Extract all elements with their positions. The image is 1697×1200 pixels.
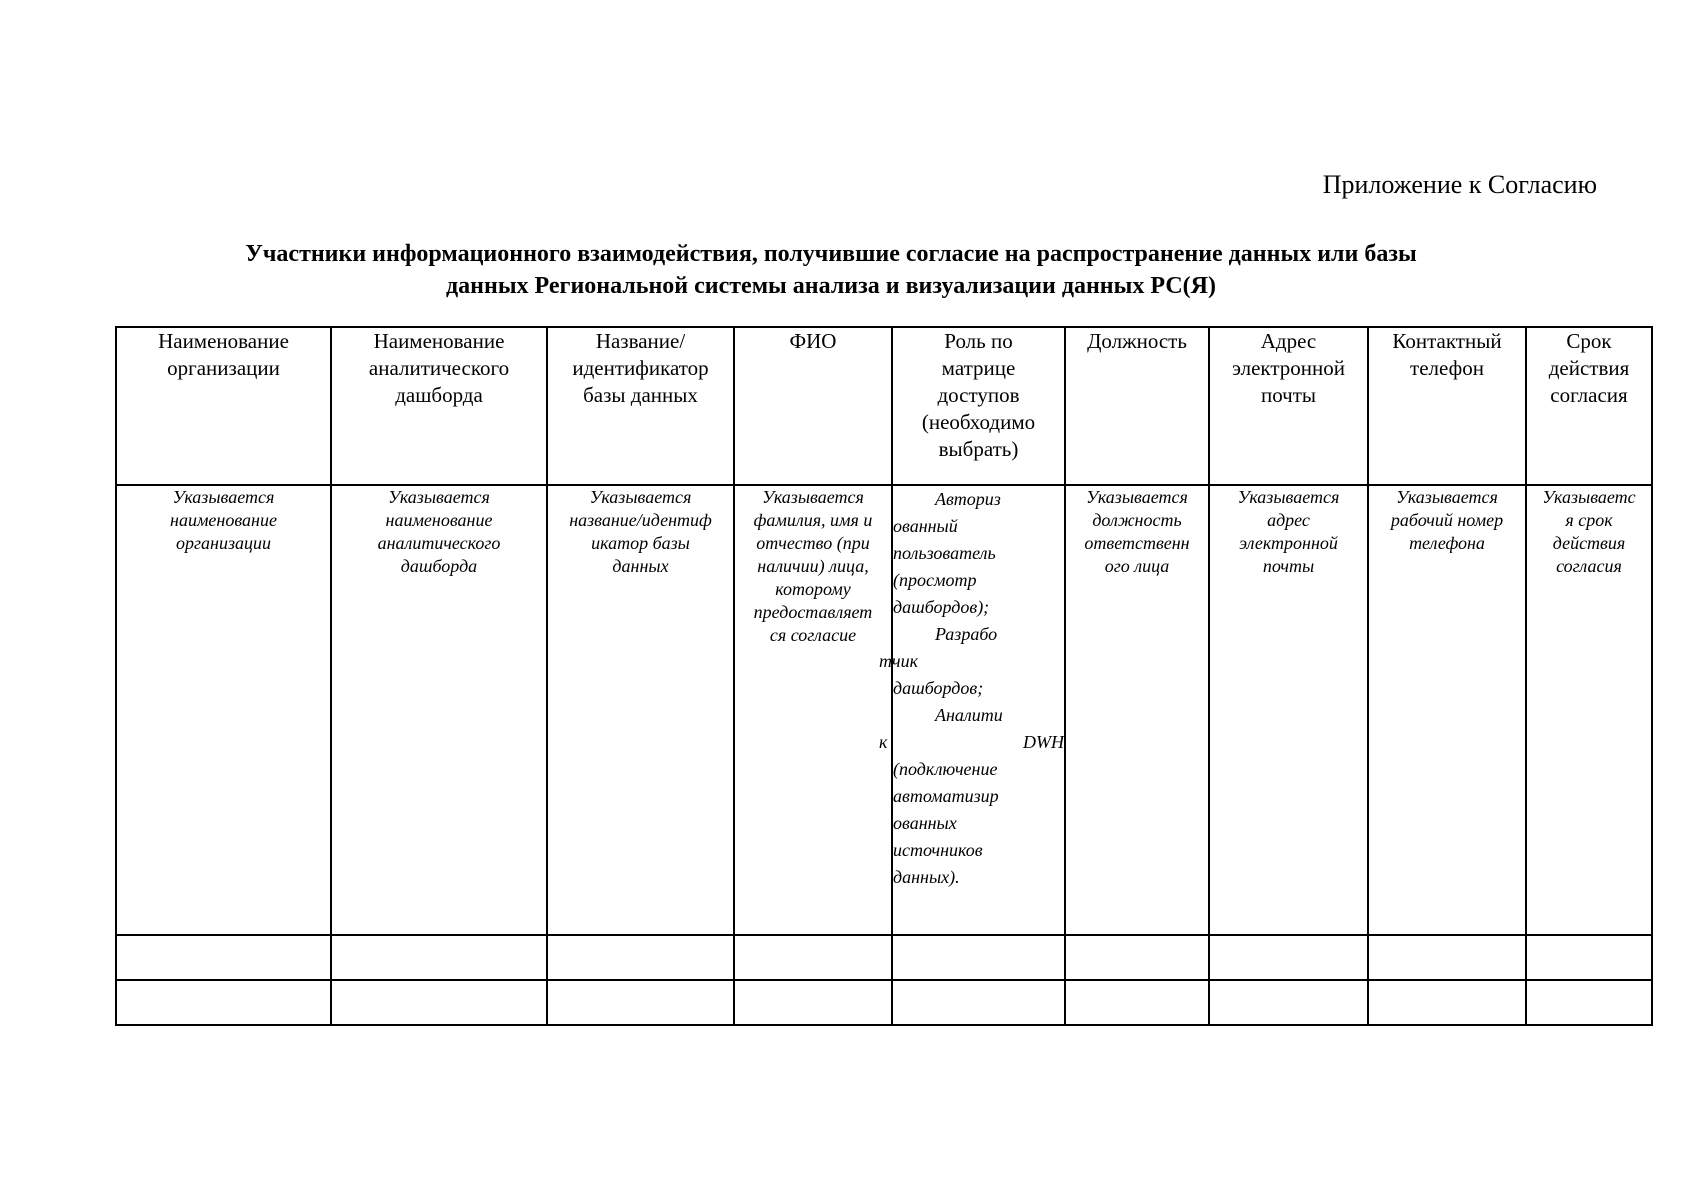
empty-cell[interactable] (116, 980, 331, 1025)
empty-cell[interactable] (734, 935, 892, 980)
empty-cell[interactable] (892, 980, 1065, 1025)
cell-position-hint: Указывается должность ответственн ого лица (1065, 485, 1209, 935)
cell-phone-hint: Указывается рабочий номер телефона (1368, 485, 1526, 935)
document-title (116, 238, 1546, 302)
empty-cell[interactable] (734, 980, 892, 1025)
empty-cell[interactable] (1526, 935, 1652, 980)
header-organization: Наименование организации (116, 327, 331, 485)
table-header-row (116, 327, 1652, 485)
cell-email-hint: Указывается адрес электронной почты (1209, 485, 1368, 935)
header-email: Адрес электронной почты (1209, 327, 1368, 485)
header-database: Название/ идентификатор базы данных (547, 327, 734, 485)
empty-cell[interactable] (331, 935, 547, 980)
empty-cell[interactable] (1065, 935, 1209, 980)
empty-cell[interactable] (1368, 935, 1526, 980)
header-fio: ФИО (734, 327, 892, 485)
cell-role-hint: Авториз ованный пользователь (просмотр дашбордов); Разрабо тчик дашбордов; Аналити к DWH (подключение автоматизир ованных источников данных). (892, 485, 1065, 935)
empty-cell[interactable] (892, 935, 1065, 980)
empty-cell[interactable] (116, 935, 331, 980)
sample-row (116, 485, 1652, 935)
empty-cell[interactable] (547, 980, 734, 1025)
title-line-1: Участники информационного взаимодействия, получившие согласие на распространение данных или базы (245, 241, 1417, 267)
cell-organization-hint: Указывается наименование организации (116, 485, 331, 935)
empty-cell[interactable] (547, 935, 734, 980)
header-phone: Контактный телефон (1368, 327, 1526, 485)
header-term: Срок действия согласия (1526, 327, 1652, 485)
table-row (116, 980, 1652, 1025)
cell-term-hint: Указываетс я срок действия согласия (1526, 485, 1652, 935)
header-role: Роль по матрице доступов (необходимо выбрать) (892, 327, 1065, 485)
table-row (116, 935, 1652, 980)
cell-database-hint: Указывается название/идентиф икатор базы данных (547, 485, 734, 935)
empty-cell[interactable] (1209, 980, 1368, 1025)
participants-table (115, 326, 1653, 1026)
cell-fio-hint: Указывается фамилия, имя и отчество (при наличии) лица, которому предоставляет ся согласие (734, 485, 892, 935)
empty-cell[interactable] (1368, 980, 1526, 1025)
title-line-2: данных Региональной системы анализа и визуализации данных РС(Я) (446, 273, 1216, 299)
empty-cell[interactable] (1065, 980, 1209, 1025)
empty-cell[interactable] (1209, 935, 1368, 980)
cell-dashboard-hint: Указывается наименование аналитического дашборда (331, 485, 547, 935)
empty-cell[interactable] (331, 980, 547, 1025)
appendix-label: Приложение к Согласию (1322, 170, 1597, 199)
header-position: Должность (1065, 327, 1209, 485)
header-dashboard: Наименование аналитического дашборда (331, 327, 547, 485)
empty-cell[interactable] (1526, 980, 1652, 1025)
